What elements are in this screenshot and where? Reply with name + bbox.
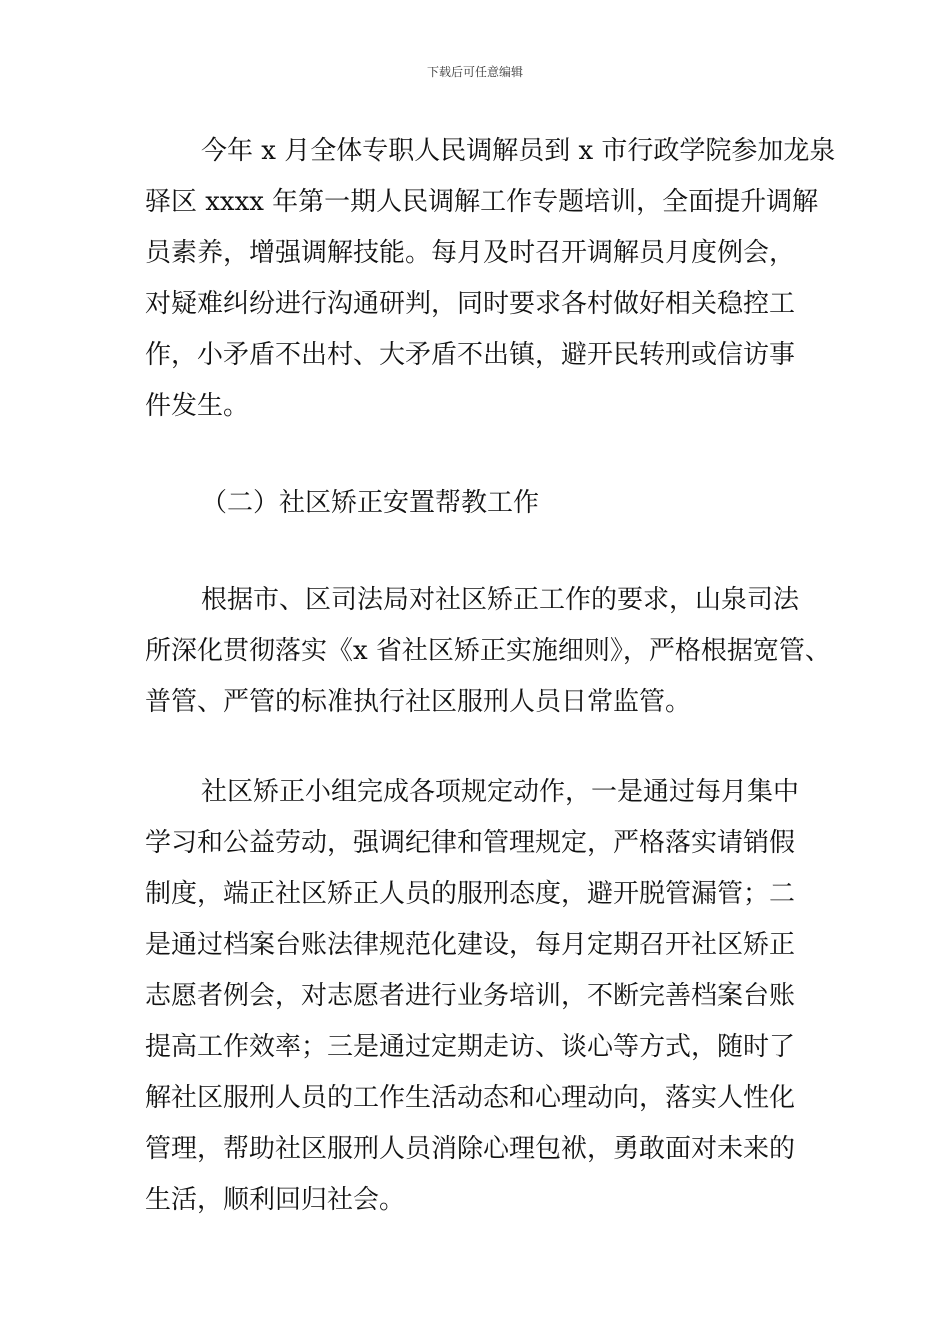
paragraph-gap (145, 432, 815, 478)
paragraph-line: 对疑难纠纷进行沟通研判，同时要求各村做好相关稳控工 (145, 289, 796, 319)
paragraph-line: 制度，端正社区矫正人员的服刑态度，避开脱管漏管；二 (145, 879, 796, 909)
paragraph-line: 是通过档案台账法律规范化建设，每月定期召开社区矫正 (145, 930, 796, 960)
paragraph-line: 普管、严管的标准执行社区服刑人员日常监管。 (145, 687, 692, 717)
header-note: 下载后可任意编辑 (426, 65, 523, 79)
paragraph-gap (145, 728, 815, 767)
paragraph-line: 作，小矛盾不出村、大矛盾不出镇，避开民转刑或信访事 (145, 340, 796, 370)
paragraph-line: 管理，帮助社区服刑人员消除心理包袱，勇敢面对未来的 (145, 1134, 796, 1164)
paragraph-line: 志愿者例会，对志愿者进行业务培训，不断完善档案台账 (145, 981, 796, 1011)
paragraph-line: 员素养，增强调解技能。每月及时召开调解员月度例会， (145, 238, 796, 268)
paragraph-line: 驿区 xxxx 年第一期人民调解工作专题培训，全面提升调解 (145, 187, 819, 217)
paragraph-line: 件发生。 (145, 391, 250, 421)
section-heading-text: （二）社区矫正安置帮教工作 (201, 488, 540, 518)
paragraph-line: 今年 x 月全体专职人民调解员到 x 市行政学院参加龙泉 (201, 136, 836, 166)
paragraph-line: 提高工作效率；三是通过定期走访、谈心等方式，随时了 (145, 1032, 796, 1062)
paragraph-correction-group (145, 767, 815, 1226)
paragraph-line: 生活，顺利回归社会。 (145, 1185, 406, 1215)
paragraph-line: 解社区服刑人员的工作生活动态和心理动向，落实人性化 (145, 1083, 796, 1113)
paragraph-line: 根据市、区司法局对社区矫正工作的要求，山泉司法 (201, 585, 800, 615)
document-body (145, 126, 836, 1226)
paragraph-mediator-training (145, 126, 836, 432)
paragraph-line: 所深化贯彻落实《x 省社区矫正实施细则》，严格根据宽管、 (145, 636, 831, 666)
section-heading (145, 478, 815, 529)
paragraph-gap (145, 529, 815, 575)
paragraph-line: 社区矫正小组完成各项规定动作，一是通过每月集中 (201, 777, 800, 807)
paragraph-line: 学习和公益劳动，强调纪律和管理规定，严格落实请销假 (145, 828, 796, 858)
paragraph-correction-requirements (145, 575, 831, 728)
